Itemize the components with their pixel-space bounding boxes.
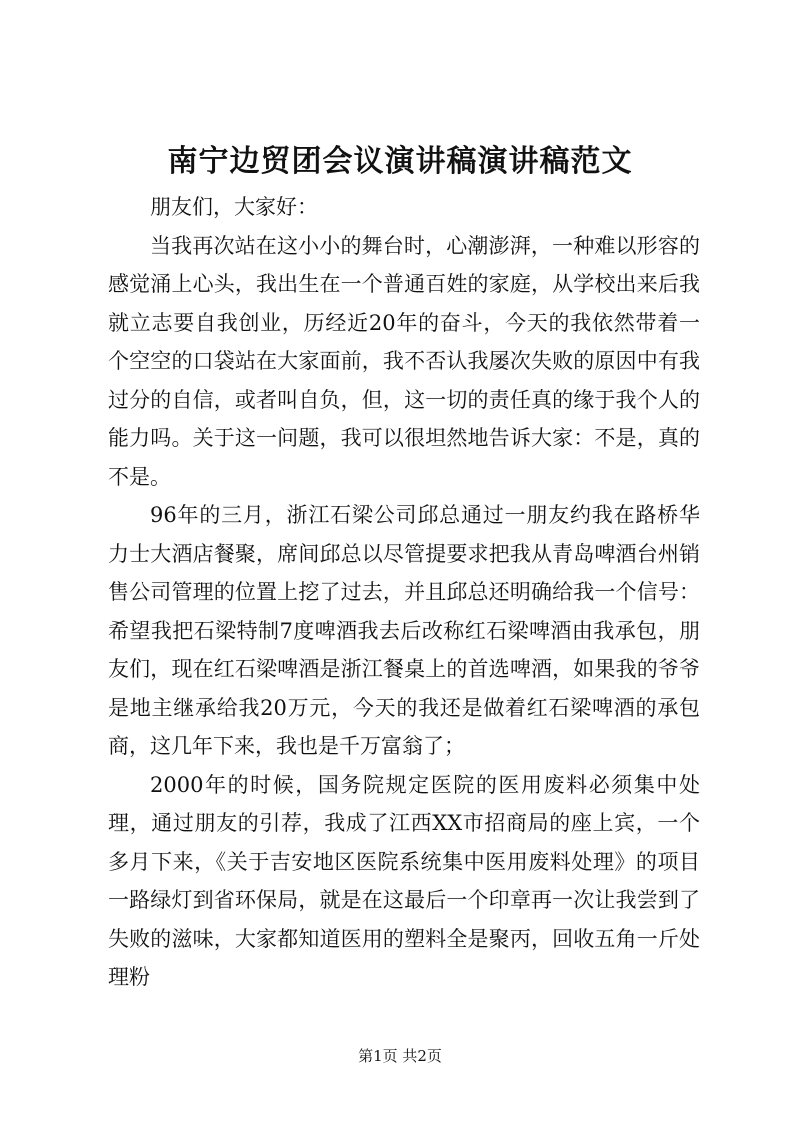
page-footer: 第1页 共2页	[358, 1047, 442, 1065]
body-paragraph: 96年的三月，浙江石梁公司邱总通过一朋友约我在路桥华力士大酒店餐聚，席间邱总以尽管提要求把我从青岛啤酒台州销售公司管理的位置上挖了过去，并且邱总还明确给我一个信号：希望我把石梁特制7度啤酒我去后改称红石梁啤酒由我承包，朋友们，现在红石梁啤酒是浙江餐桌上的首选啤酒，如果我的爷爷是地主继承给我20万元，今天的我还是做着红石梁啤酒的承包商，这几年下来，我也是千万富翁了；	[108, 503, 700, 758]
body-paragraph: 当我再次站在这小小的舞台时，心潮澎湃，一种难以形容的感觉涌上心头，我出生在一个普通百姓的家庭，从学校出来后我就立志要自我创业，历经近20年的奋斗，今天的我依然带着一个空空的口袋站在大家面前，我不否认我屡次失败的原因中有我过分的自信，或者叫自负，但，这一切的责任真的缘于我个人的能力吗。关于这一问题，我可以很坦然地告诉大家：不是，真的不是。	[108, 233, 700, 489]
document-body	[108, 188, 700, 997]
document-title: 南宁边贸团会议演讲稿演讲稿范文	[167, 144, 633, 179]
greeting-paragraph: 朋友们，大家好：	[150, 195, 318, 219]
body-paragraph: 2000年的时候，国务院规定医院的医用废料必须集中处理，通过朋友的引荐，我成了江西XX市招商局的座上宾，一个多月下来，《关于吉安地区医院系统集中医用废料处理》的项目一路绿灯到省环保局，就是在这最后一个印章再一次让我尝到了失败的滋味，大家都知道医用的塑料全是聚丙，回收五角一斤处理粉	[108, 772, 700, 989]
